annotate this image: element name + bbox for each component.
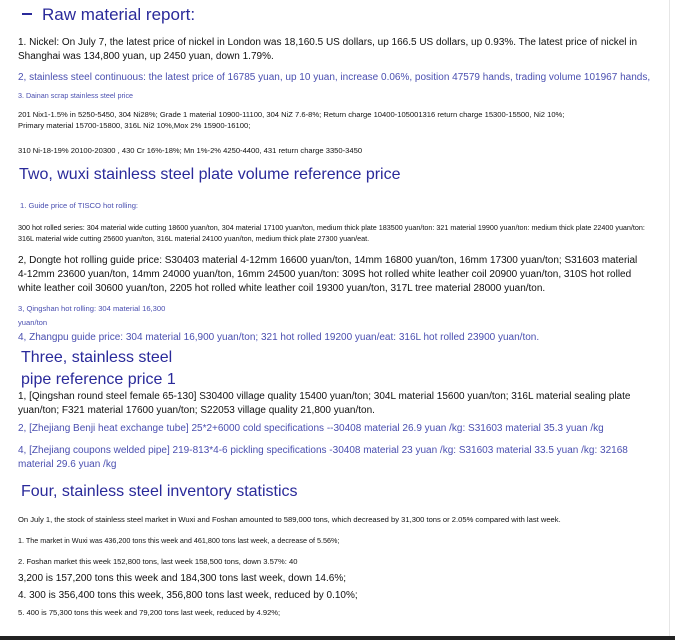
- section-heading-pipe-l1: Three, stainless steel: [21, 349, 173, 366]
- tisco-subheading: 1. Guide price of TISCO hot rolling:: [20, 201, 139, 210]
- section-heading-plate-volume: Two, wuxi stainless steel plate volume reference price: [19, 166, 401, 183]
- zhangpu-paragraph: 4, Zhangpu guide price: 304 material 16,900 yuan/ton; 321 hot rolled 19200 yuan/eat: 316L hot rolled 23900 yuan/ton.: [18, 332, 540, 343]
- nickel-paragraph: 1. Nickel: On July 7, the latest price of nickel in London was 18,160.5 US dollars, up 166.5 US dollars, up 0.93%. The latest price of nickel in Shanghai was 134,800 yuan, up 2450 yuan, down 1.79%.: [18, 37, 638, 62]
- inventory-item-wuxi: 1. The market in Wuxi was 436,200 tons this week and 461,800 tons last week, a decrease of 5.56%;: [18, 536, 340, 545]
- benji-tube-paragraph: 2, [Zhejiang Benji heat exchange tube] 25*2+6000 cold specifications --30408 material 26.9 yuan /kg: S31603 material 35.3 yuan /kg: [18, 423, 604, 434]
- inventory-summary: On July 1, the stock of stainless steel market in Wuxi and Foshan amounted to 589,000 tons, which decreased by 31,300 tons or 2.05% compared with last week.: [18, 515, 561, 524]
- scrap-price-paragraph: 201 Nix1-1.5% in 5250-5450, 304 Ni28%; Grade 1 material 10900-11100, 304 NiZ 7.6-8%; Return charge 10400-105001316 return charge 15300-15500, Ni2 10%; Primary material 15700-15800, 316L Ni2 10%,Mox 2% 15900-16100;: [18, 110, 565, 130]
- inventory-item-foshan: 2. Foshan market this week 152,800 tons, last week 158,500 tons, down 3.57%: 40: [18, 557, 298, 566]
- bottom-border: [0, 636, 675, 640]
- welded-pipe-paragraph: 4, [Zhejiang coupons welded pipe] 219-813*4-6 pickling specifications -30408 material 23 yuan /kg: S31603 material 33.5 yuan /kg: 32168 material 29.6 yuan /kg: [18, 445, 628, 470]
- stainless-continuous-paragraph: 2, stainless steel continuous: the latest price of 16785 yuan, up 10 yuan, increase 0.06%, position 47579 hands, trading volume 101967 hands,: [18, 72, 651, 83]
- dongte-paragraph: 2, Dongte hot rolling guide price: S30403 material 4-12mm 16600 yuan/ton, 14mm 16800 yuan/ton, 16mm 17300 yuan/ton; S31603 material 4-12mm 23600 yuan/ton, 14mm 24000 yuan/ton, 16mm 24500 yuan/ton: 309S hot rolled white leather coil 20900 yuan/ton, 310S hot rolled white leather coil 30600 yuan/ton, 2205 hot rolled white leather coil 19300 yuan/ton, 317L tree material 28000 yuan/ton.: [18, 255, 638, 294]
- section-heading-inventory: Four, stainless steel inventory statistics: [21, 483, 298, 500]
- inventory-item-200: 3,200 is 157,200 tons this week and 184,300 tons last week, down 14.6%;: [18, 573, 346, 584]
- qingshan-paragraph-unit: yuan/ton: [18, 318, 48, 327]
- page-title: [22, 5, 195, 25]
- scrap-price-paragraph-2: 310 Ni-18-19% 20100-20300 , 430 Cr 16%-18%; Mn 1%-2% 4250-4400, 431 return charge 3350-3450: [18, 146, 363, 155]
- inventory-item-400: 5. 400 is 75,300 tons this week and 79,200 tons last week, reduced by 4.92%;: [18, 608, 281, 617]
- inventory-item-300: 4. 300 is 356,400 tons this week, 356,800 tons last week, reduced by 0.10%;: [18, 590, 358, 601]
- qingshan-paragraph: 3, Qingshan hot rolling: 304 material 16,300: [18, 304, 166, 313]
- page-title-text: Raw material report:: [42, 5, 196, 24]
- dash-icon: [22, 13, 32, 15]
- section-heading-pipe-l2: pipe reference price 1: [21, 371, 176, 388]
- tisco-paragraph: 300 hot rolled series: 304 material wide cutting 18600 yuan/ton, 304 material 17100 yuan/ton, medium thick plate 183500 yuan/ton: 321 material 19900 yuan/ton: medium thick plate 22400 yuan/ton: 316L material wide cutting 25600 yuan/ton, 316L material 24100 yuan/ton, medium thick plate 27300 yuan/eat.: [18, 223, 645, 243]
- qingshan-round-steel-paragraph: 1, [Qingshan round steel female 65-130] S30400 village quality 15400 yuan/ton; 304L material 15600 yuan/ton; 316L material sealing plate yuan/ton; F321 material 17600 yuan/ton; S22053 village quality 21,800 yuan/ton.: [18, 391, 631, 416]
- scrap-price-subheading: 3. Dainan scrap stainless steel price: [18, 91, 134, 100]
- page-edge: [669, 0, 670, 640]
